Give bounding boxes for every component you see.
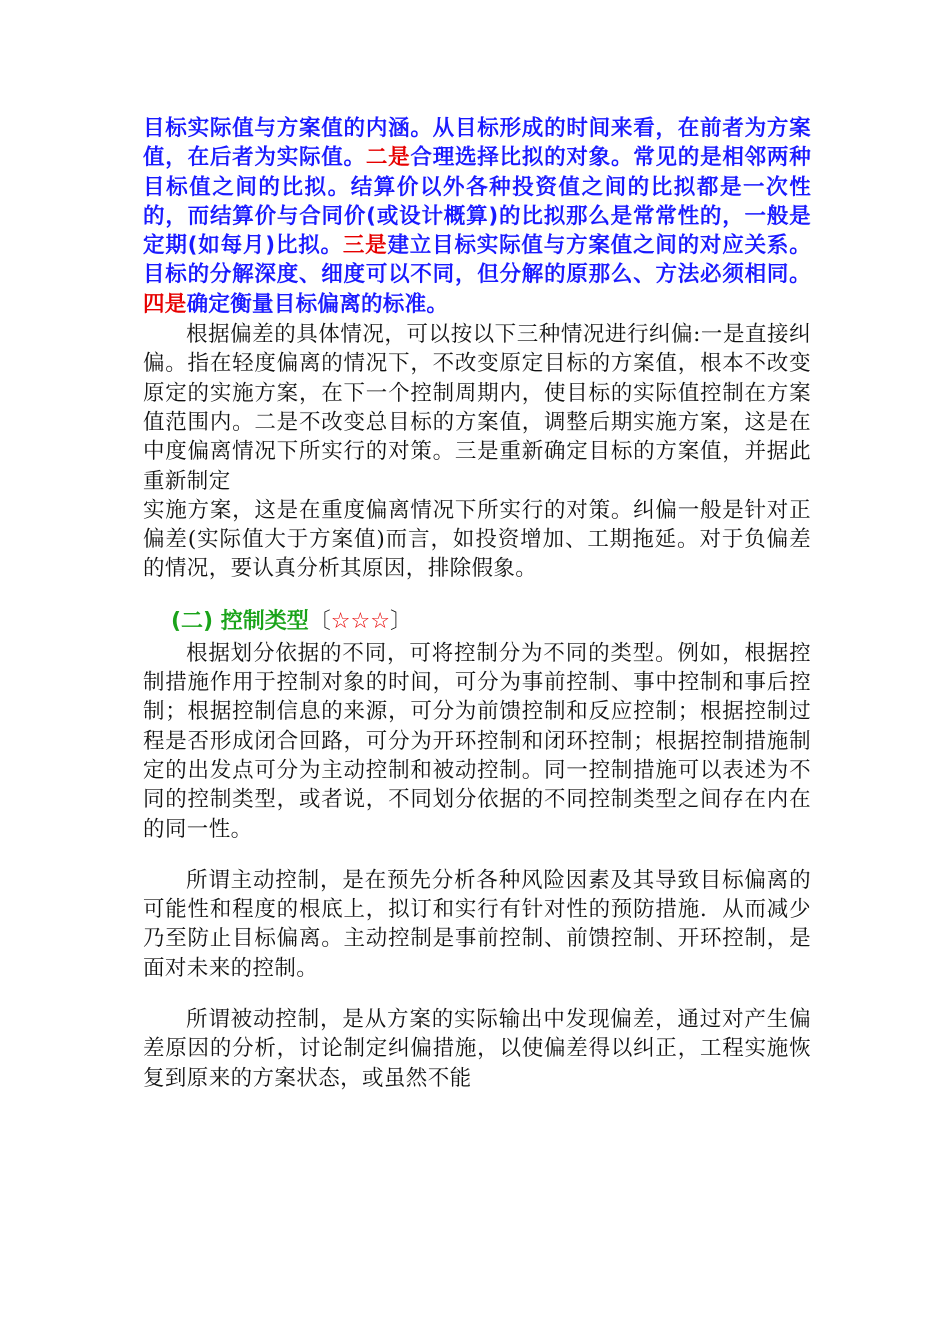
criteria-text-2: 合理选择比拟的对象。常见的是相邻两种目标值之间的比拟。结算价以外各种投资值之间的比拟都是一次性的，而结算价与合同价(或设计概算)的比拟那么是常常性的，一般是定期(如每月)比拟。 [143, 145, 811, 259]
marker-third: 三是 [342, 233, 388, 259]
correction-paragraph-continued: 实施方案，这是在重度偏离情况下所实行的对策。纠偏一般是针对正偏差(实际值大于方案值)而言，如投资增加、工期拖延。对于负偏差的情况，要认真分析其原因，排除假象。 [143, 497, 811, 582]
marker-second: 二是 [365, 145, 411, 171]
passive-control-paragraph: 所谓被动控制，是从方案的实际输出中发现偏差，通过对产生偏差原因的分析，讨论制定纠偏措施，以使偏差得以纠正，工程实施恢复到原来的方案状态，或虽然不能 [143, 1007, 811, 1091]
document-page [143, 114, 811, 1093]
criteria-text-1: 目标实际值与方案值的内涵。从目标形成的时间来看，在前者为方案值，在后者为实际值。 [143, 116, 811, 171]
importance-stars-icon: ☆☆☆ [330, 608, 390, 634]
comparison-criteria-paragraph [143, 114, 811, 319]
bracket-open: 〔 [308, 608, 331, 634]
section-title: (二) 控制类型 [171, 608, 309, 634]
criteria-text-3: 建立目标实际值与方案值之间的对应关系。目标的分解深度、细度可以不同，但分解的原那么、方法必须相同。 [143, 233, 812, 288]
section-heading [171, 605, 811, 639]
criteria-text-4: 确定衡量目标偏离的标准。 [186, 291, 449, 317]
correction-paragraph: 根据偏差的具体情况，可以按以下三种情况进行纠偏:一是直接纠偏。指在轻度偏离的情况下，不改变原定目标的方案值，根本不改变原定的实施方案，在下一个控制周期内，使目标的实际值控制在方案值范围内。二是不改变总目标的方案值，调整后期实施方案，这是在中度偏离情况下所实行的对策。三是重新确定目标的方案值，并据此重新制定 [143, 322, 811, 494]
control-types-paragraph: 根据划分依据的不同，可将控制分为不同的类型。例如，根据控制措施作用于控制对象的时间，可分为事前控制、事中控制和事后控制；根据控制信息的来源，可分为前馈控制和反应控制；根据控制过程是否形成闭合回路，可分为开环控制和闭环控制；根据控制措施制定的出发点可分为主动控制和被动控制。同一控制措施可以表述为不同的控制类型，或者说，不同划分依据的不同控制类型之间存在内在的同一性。 [143, 640, 811, 842]
active-control-paragraph: 所谓主动控制，是在预先分析各种风险因素及其导致目标偏离的可能性和程度的根底上，拟订和实行有针对性的预防措施．从而减少乃至防止目标偏离。主动控制是事前控制、前馈控制、开环控制，是面对未来的控制。 [143, 867, 811, 981]
marker-fourth: 四是 [143, 291, 187, 317]
bracket-close: 〕 [389, 608, 412, 634]
